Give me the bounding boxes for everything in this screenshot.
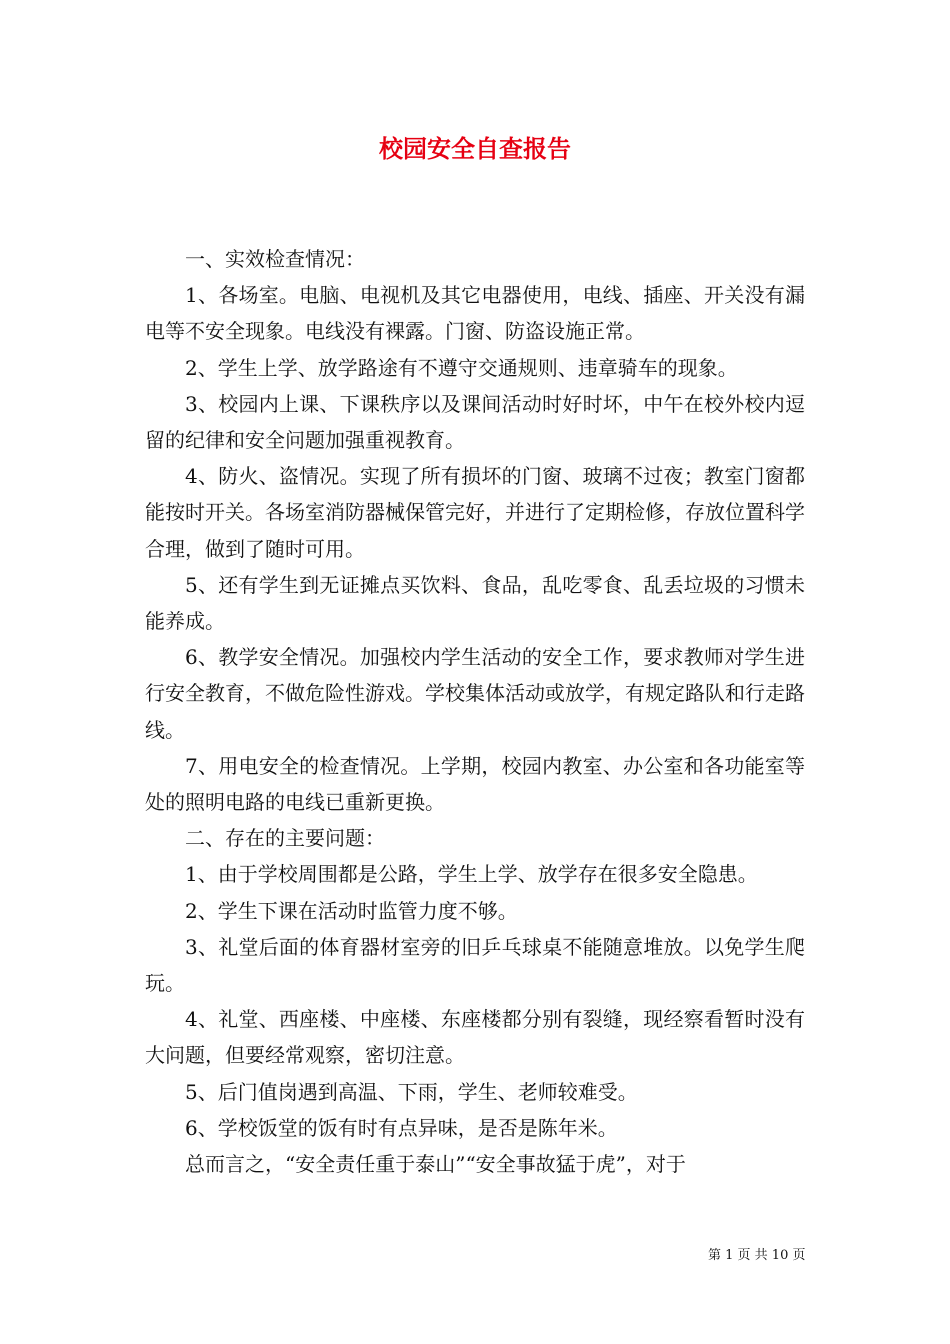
paragraph: 总而言之，“安全责任重于泰山”“安全事故猛于虎”，对于	[185, 1152, 686, 1177]
paragraph: 7、用电安全的检查情况。上学期，校园内教室、办公室和各功能室等处的照明电路的电线已重新更换。	[145, 753, 805, 815]
paragraph: 2、学生上学、放学路途有不遵守交通规则、违章骑车的现象。	[185, 355, 738, 380]
document-body	[145, 241, 805, 1182]
paragraph: 4、防火、盗情况。实现了所有损坏的门窗、玻璃不过夜；教室门窗都能按时开关。各场室消防器械保管完好，并进行了定期检修，存放位置科学合理，做到了随时可用。	[145, 464, 805, 561]
section-heading-2: 二、存在的主要问题：	[185, 826, 385, 851]
paragraph: 4、礼堂、西座楼、中座楼、东座楼都分别有裂缝，现经察看暂时没有大问题，但要经常观察，密切注意。	[145, 1007, 805, 1068]
paragraph: 6、教学安全情况。加强校内学生活动的安全工作，要求教师对学生进行安全教育，不做危险性游戏。学校集体活动或放学，有规定路队和行走路线。	[145, 645, 805, 742]
section-heading-1: 一、实效检查情况：	[185, 247, 365, 271]
paragraph: 5、后门值岗遇到高温、下雨，学生、老师较难受。	[185, 1079, 638, 1104]
paragraph: 6、学校饭堂的饭有时有点异味，是否是陈年米。	[185, 1115, 618, 1140]
paragraph: 3、校园内上课、下课秩序以及课间活动时好时坏，中午在校外校内逗留的纪律和安全问题加强重视教育。	[145, 391, 805, 453]
paragraph: 1、由于学校周围都是公路，学生上学、放学存在很多安全隐患。	[185, 862, 758, 887]
paragraph: 5、还有学生到无证摊点买饮料、食品，乱吃零食、乱丢垃圾的习惯未能养成。	[145, 572, 805, 634]
paragraph: 3、礼堂后面的体育器材室旁的旧乒乓球桌不能随意堆放。以免学生爬玩。	[145, 934, 805, 996]
page-number: 第 1 页 共 10 页	[708, 1248, 806, 1263]
paragraph: 1、各场室。电脑、电视机及其它电器使用，电线、插座、开关没有漏电等不安全现象。电线没有裸露。门窗、防盗设施正常。	[145, 283, 805, 344]
document-title: 校园安全自查报告	[379, 134, 571, 163]
paragraph: 2、学生下课在活动时监管力度不够。	[185, 898, 518, 923]
